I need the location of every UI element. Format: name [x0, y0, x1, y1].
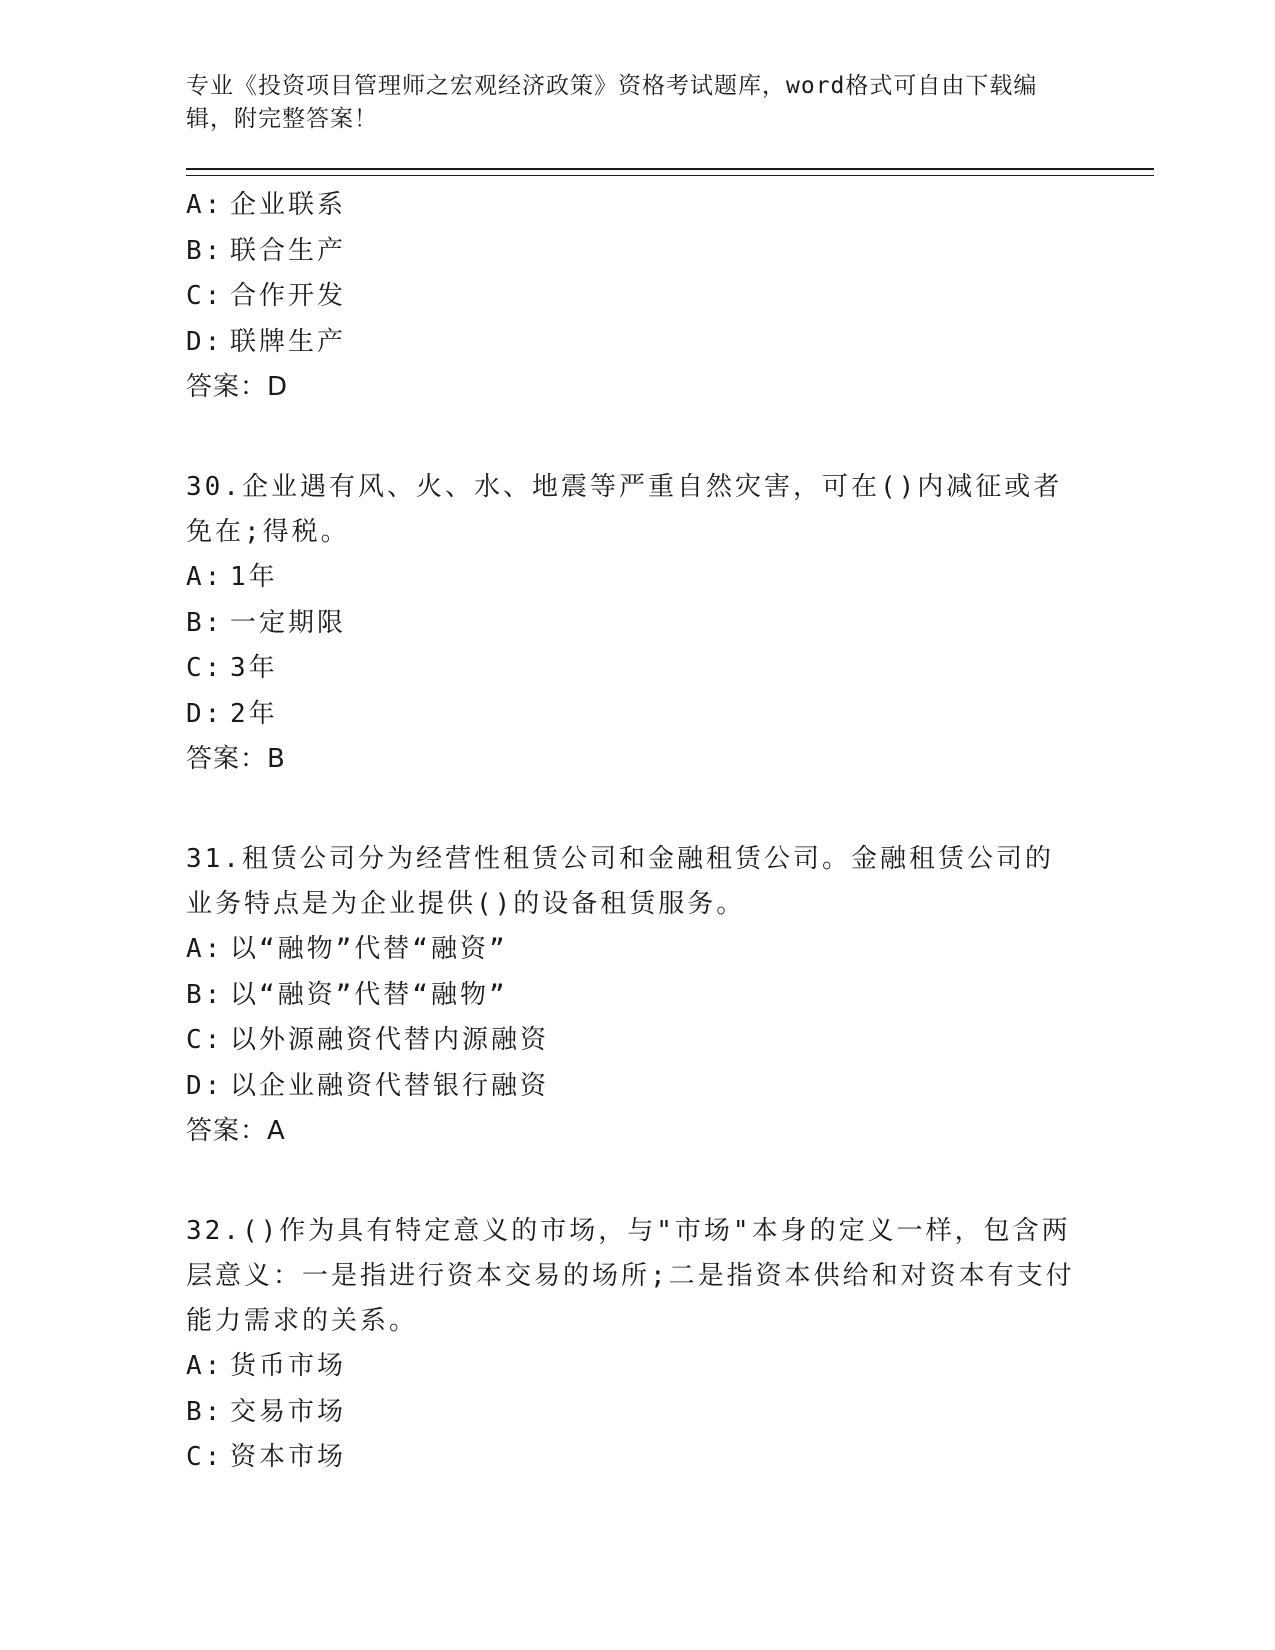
- option-key: B:: [186, 979, 224, 1010]
- option-key: C:: [186, 1025, 224, 1055]
- option-a: [186, 555, 1154, 601]
- question-30: [186, 465, 1154, 782]
- answer-line: 答案：D: [186, 372, 289, 402]
- option-c: [186, 1435, 1154, 1481]
- option-a: [186, 927, 1154, 973]
- question-text: 31.租赁公司分为经营性租赁公司和金融租赁公司。金融租赁公司的业务特点是为企业提供()的设备租赁服务。: [186, 844, 1054, 919]
- question-32: [186, 1209, 1154, 1481]
- option-text: 1年: [230, 562, 278, 592]
- option-text: 合作开发: [230, 281, 347, 311]
- answer-line: 答案：A: [186, 1116, 286, 1146]
- option-text: 货币市场: [230, 1351, 347, 1381]
- option-text: 以企业融资代替银行融资: [230, 1070, 550, 1101]
- question-text: 30.企业遇有风、火、水、地震等严重自然灾害，可在()内减征或者免在;得税。: [186, 472, 1063, 547]
- option-b: [186, 229, 1154, 275]
- question-31: [186, 837, 1154, 1154]
- document-header: 专业《投资项目管理师之宏观经济政策》资格考试题库，word格式可自由下载编辑，附完整答案！: [186, 73, 1038, 132]
- option-a: [186, 183, 1154, 229]
- option-text: 资本市场: [230, 1442, 347, 1472]
- option-b: [186, 1390, 1154, 1436]
- option-key: A:: [186, 1351, 224, 1381]
- option-d: [186, 692, 1154, 738]
- option-key: C:: [186, 653, 224, 683]
- option-c: [186, 1018, 1154, 1064]
- question-29: [186, 183, 1154, 410]
- option-key: B:: [186, 235, 224, 266]
- question-list: [186, 183, 1154, 1481]
- option-key: C:: [186, 281, 224, 311]
- option-key: D:: [186, 326, 224, 357]
- option-text: 以外源融资代替内源融资: [230, 1025, 550, 1055]
- option-key: C:: [186, 1442, 224, 1472]
- option-key: B:: [186, 1396, 224, 1427]
- option-text: 以“融物”代替“融资”: [230, 934, 508, 964]
- option-d: [186, 1064, 1154, 1110]
- option-b: [186, 973, 1154, 1019]
- document-page: [186, 70, 1154, 1536]
- option-key: D:: [186, 1070, 224, 1101]
- question-text: 32.()作为具有特定意义的市场，与"市场"本身的定义一样，包含两层意义：一是指进行资本交易的场所;二是指资本供给和对资本有支付能力需求的关系。: [186, 1216, 1075, 1336]
- answer-line: 答案：B: [186, 744, 286, 774]
- option-text: 企业联系: [230, 190, 347, 220]
- option-text: 以“融资”代替“融物”: [230, 979, 508, 1010]
- option-d: [186, 320, 1154, 366]
- header-divider: [186, 168, 1154, 176]
- option-text: 联牌生产: [230, 326, 347, 357]
- option-text: 3年: [230, 653, 278, 683]
- option-key: A:: [186, 190, 224, 220]
- option-b: [186, 601, 1154, 647]
- option-text: 交易市场: [230, 1396, 347, 1427]
- option-text: 联合生产: [230, 235, 347, 266]
- option-text: 一定期限: [230, 607, 347, 638]
- option-key: D:: [186, 698, 224, 729]
- option-key: A:: [186, 934, 224, 964]
- option-key: B:: [186, 607, 224, 638]
- option-text: 2年: [230, 698, 278, 729]
- option-c: [186, 274, 1154, 320]
- option-a: [186, 1344, 1154, 1390]
- option-c: [186, 646, 1154, 692]
- option-key: A:: [186, 562, 224, 592]
